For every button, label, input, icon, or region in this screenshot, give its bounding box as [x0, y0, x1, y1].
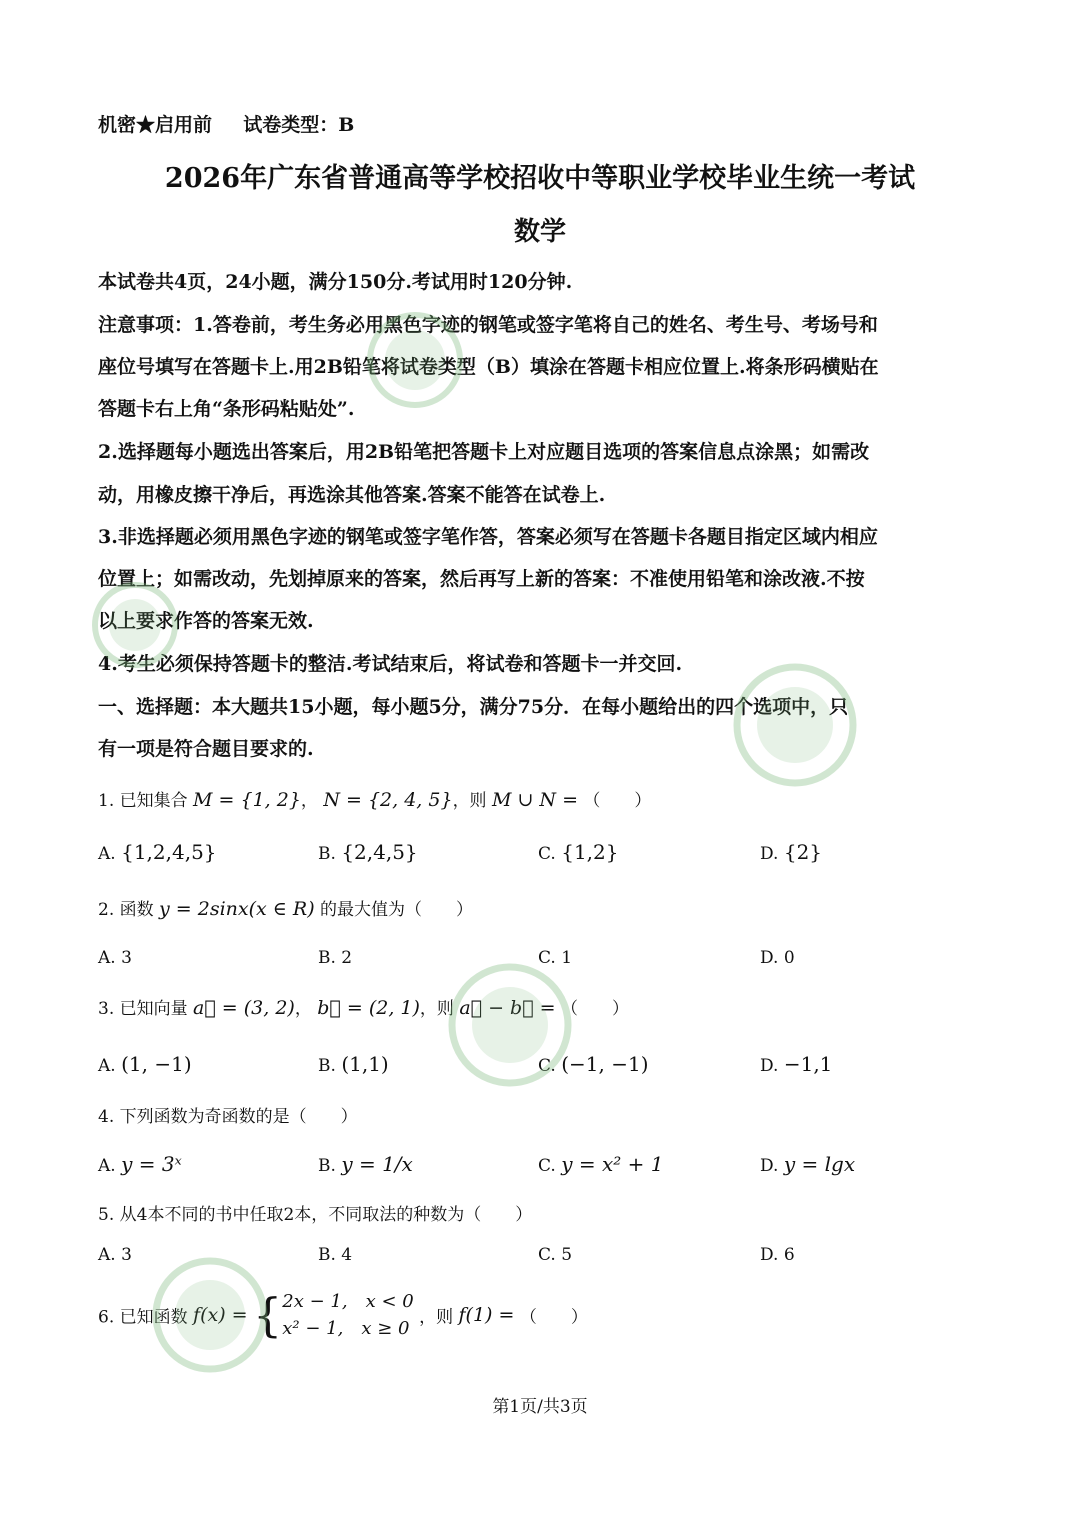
set-m: M = {1, 2} [193, 789, 301, 811]
q3-option-a: A. (1, −1) [98, 1052, 192, 1076]
q5-option-c: C. 5 [538, 1245, 573, 1265]
question-1: 1. 已知集合 M = {1, 2}， N = {2, 4, 5}，则 M ∪ N = （ ） [98, 789, 652, 811]
case-2: x² − 1, x ≥ 0 [282, 1318, 410, 1339]
set-n: N = {2, 4, 5} [323, 789, 453, 811]
piecewise-fx: f(x) = [193, 1304, 248, 1326]
note-2-line-1: 2.选择题每小题选出答案后，用2B铅笔把答题卡上对应题目选项的答案信息点涂黑；如需改 [98, 441, 870, 463]
q2-option-d: D. 0 [760, 948, 795, 968]
q2-option-b: B. 2 [318, 948, 353, 968]
exam-intro: 本试卷共4页，24小题，满分150分.考试用时120分钟. [98, 271, 573, 293]
confidential-label: 机密★启用前 [98, 114, 213, 136]
q4-option-a: A. y = 3ˣ [98, 1152, 182, 1176]
paper-type-label: 试卷类型：B [243, 114, 355, 136]
function-expr: y = 2sinx(x ∈ R) [159, 898, 315, 920]
watermark-seal-icon [730, 660, 860, 790]
case-1: 2x − 1, x < 0 [282, 1291, 414, 1312]
q5-option-a: A. 3 [98, 1245, 132, 1265]
note-2-line-2: 动，用橡皮擦干净后，再选涂其他答案.答案不能答在试卷上. [98, 484, 606, 506]
note-3-line-1: 3.非选择题必须用黑色字迹的钢笔或签字笔作答，答案必须写在答题卡各题目指定区域内相应 [98, 526, 878, 548]
f-of-1-expr: f(1) = [458, 1304, 515, 1326]
q4-option-d: D. y = lgx [760, 1152, 856, 1176]
note-1-line-3: 答题卡右上角“条形码粘贴处”. [98, 398, 355, 420]
note-3-line-3: 以上要求作答的答案无效. [98, 610, 314, 632]
q3-option-c: C. (−1, −1) [538, 1052, 649, 1076]
union-expr: M ∪ N = [491, 789, 579, 811]
piecewise-function [253, 1288, 414, 1342]
q5-option-d: D. 6 [760, 1245, 795, 1265]
page-footer: 第1页/共3页 [492, 1397, 588, 1417]
q2-option-a: A. 3 [98, 948, 132, 968]
q5-option-b: B. 4 [318, 1245, 353, 1265]
q4-option-c: C. y = x² + 1 [538, 1152, 664, 1176]
q3-option-b: B. (1,1) [318, 1052, 389, 1076]
vector-a: a⃗ = (3, 2) [193, 997, 295, 1019]
question-5: 5. 从4本不同的书中任取2本，不同取法的种数为（ ） [98, 1205, 533, 1225]
note-4: 4.考生必须保持答题卡的整洁.考试结束后，将试卷和答题卡一并交回. [98, 653, 683, 675]
note-1-line-1: 注意事项：1.答卷前，考生务必用黑色字迹的钢笔或签字笔将自己的姓名、考生号、考场号和 [98, 314, 878, 336]
left-brace: { [252, 1288, 283, 1342]
question-4: 4. 下列函数为奇函数的是（ ） [98, 1107, 358, 1127]
q2-option-c: C. 1 [538, 948, 573, 968]
question-3: 3. 已知向量 a⃗ = (3, 2)， b⃗ = (2, 1)，则 a⃗ − b⃗ = （ ） [98, 997, 629, 1019]
q4-option-b: B. y = 1/x [318, 1152, 413, 1176]
question-6: 6. 已知函数 f(x) = { 2x − 1, x < 0 x² − 1, x ≥ 0 ，则 f(1) = （ ） [98, 1288, 588, 1342]
section-1-line-1: 一、选择题：本大题共15小题，每小题5分，满分75分．在每小题给出的四个选项中，只 [98, 696, 849, 718]
section-1-line-2: 有一项是符合题目要求的. [98, 738, 314, 760]
question-2: 2. 函数 y = 2sinx(x ∈ R) 的最大值为（ ） [98, 898, 474, 920]
q1-option-a: A. {1,2,4,5} [98, 840, 217, 864]
exam-title: 2026年广东省普通高等学校招收中等职业学校毕业生统一考试 [164, 163, 916, 194]
q1-option-b: B. {2,4,5} [318, 840, 418, 864]
q1-option-c: C. {1,2} [538, 840, 619, 864]
vector-b: b⃗ = (2, 1) [317, 997, 420, 1019]
header-meta [98, 110, 354, 137]
note-3-line-2: 位置上；如需改动，先划掉原来的答案，然后再写上新的答案：不准使用铅笔和涂改液.不按 [98, 568, 865, 590]
exam-subject: 数学 [513, 217, 566, 247]
q1-option-d: D. {2} [760, 840, 823, 864]
vector-diff-expr: a⃗ − b⃗ = [459, 997, 556, 1019]
note-1-line-2: 座位号填写在答题卡上.用2B铅笔将试卷类型（B）填涂在答题卡相应位置上.将条形码横贴在 [98, 356, 879, 378]
q3-option-d: D. −1,1 [760, 1052, 833, 1076]
